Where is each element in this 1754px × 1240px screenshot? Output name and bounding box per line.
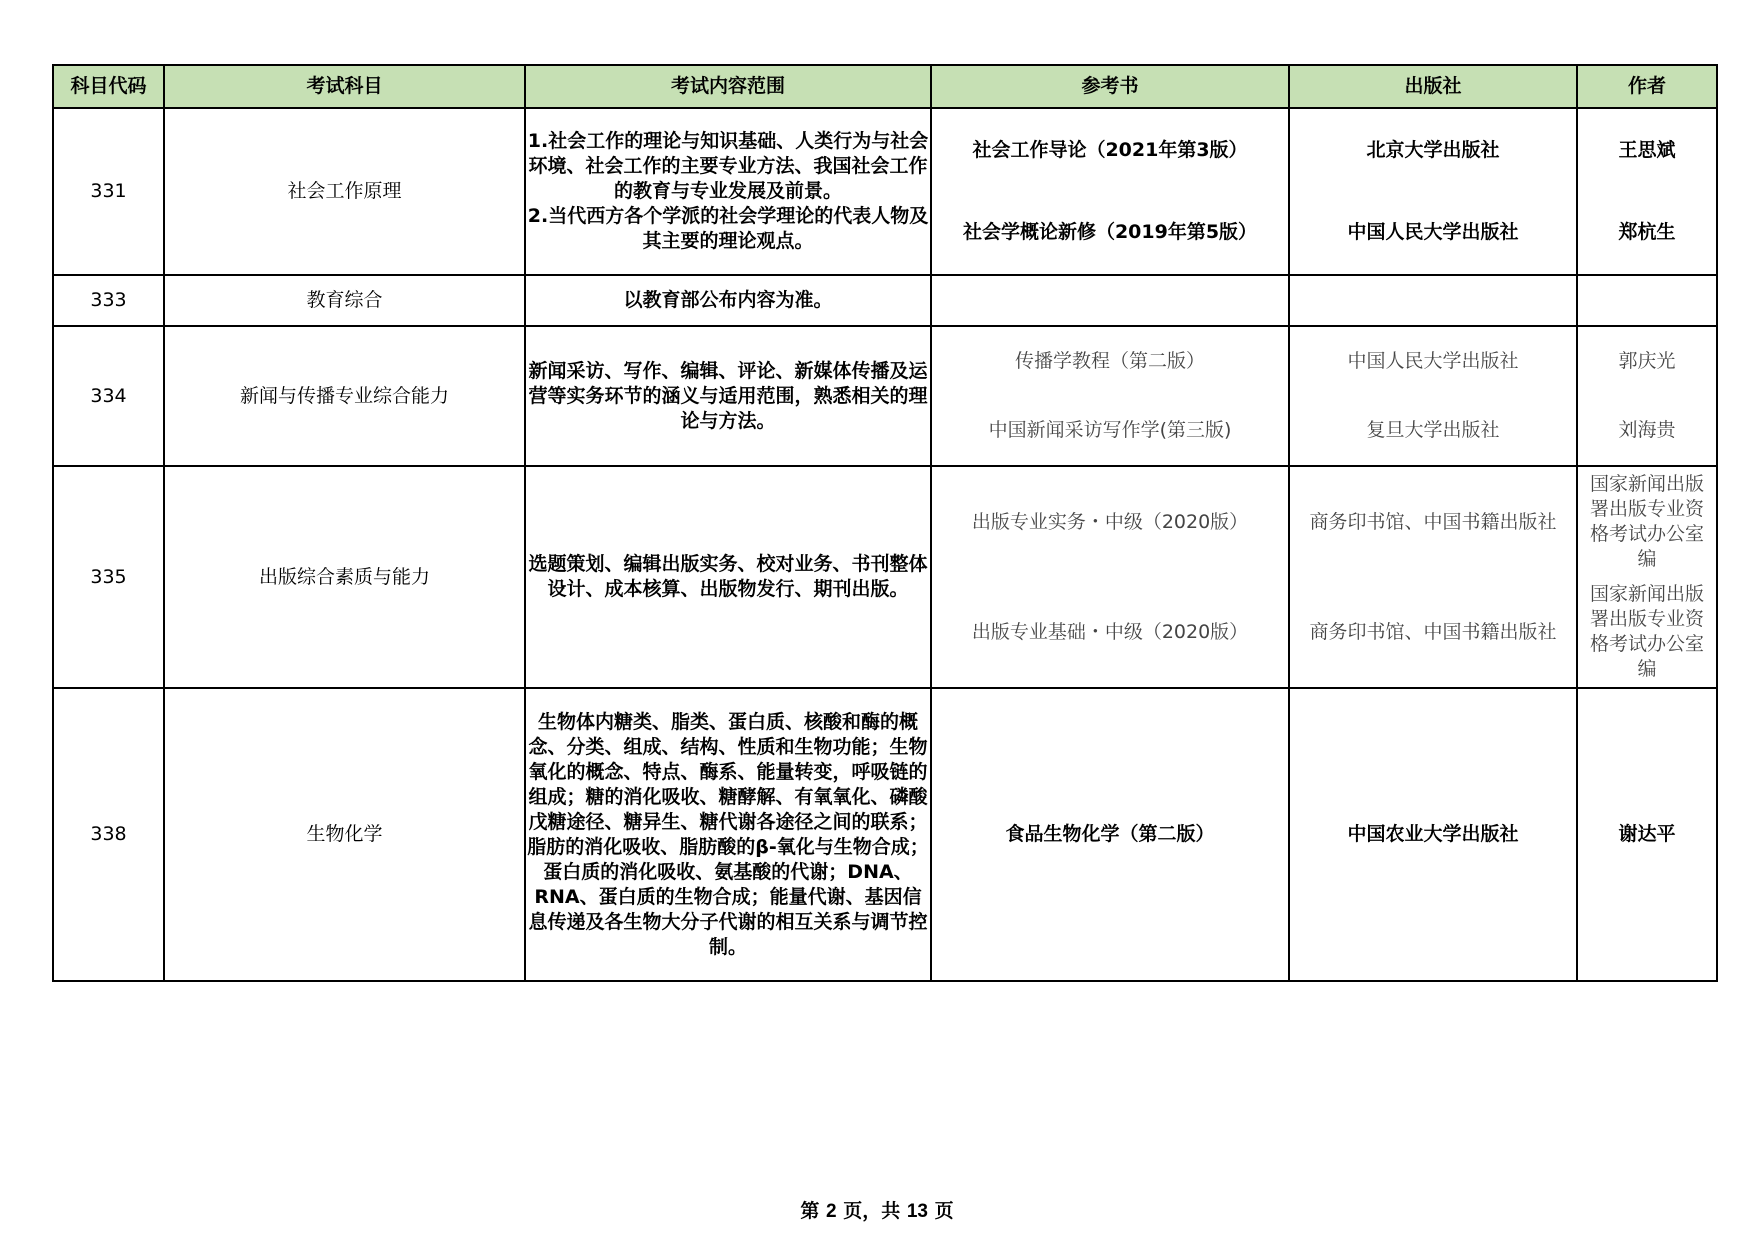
row-code: 338 xyxy=(53,688,164,981)
row-authors xyxy=(1577,108,1717,275)
header-scope: 考试内容范围 xyxy=(525,65,931,108)
scope-line: 生物体内糖类、脂类、蛋白质、核酸和酶的概念、分类、组成、结构、性质和生物功能；生物氧化的概念、特点、酶系、能量转变，呼吸链的组成；糖的消化吸收、糖酵解、有氧氧化、磷酸戊糖途径、糖异生、糖代谢各途径之间的联系；脂肪的消化吸收、脂肪酸的β-氧化与生物合成；蛋白质的消化吸收、氨基酸的代谢；DNA、RNA、蛋白质的生物合成；能量代谢、基因信息传递及各生物大分子代谢的相互关系与调节控制。 xyxy=(527,710,929,958)
exam-table xyxy=(52,64,1718,982)
row-code: 333 xyxy=(53,275,164,326)
row-publishers xyxy=(1289,326,1577,466)
scope-line: 1.社会工作的理论与知识基础、人类行为与社会环境、社会工作的主要专业方法、我国社会工作的教育与专业发展及前景。 xyxy=(527,130,929,202)
row-books xyxy=(931,326,1289,466)
row-code: 335 xyxy=(53,466,164,688)
author-name: 郭庆光 xyxy=(1618,350,1676,372)
publisher-name: 商务印书馆、中国书籍出版社 xyxy=(1309,510,1557,533)
header-author: 作者 xyxy=(1577,65,1717,108)
publisher-name: 北京大学出版社 xyxy=(1366,138,1500,161)
book-title: 食品生物化学（第二版） xyxy=(931,688,1289,981)
row-scope xyxy=(525,108,931,275)
book-title: 出版专业实务・中级（2020版） xyxy=(971,510,1249,533)
row-subject: 教育综合 xyxy=(164,275,525,326)
row-subject: 社会工作原理 xyxy=(164,108,525,275)
row-authors xyxy=(1577,466,1717,688)
scope-line: 新闻采访、写作、编辑、评论、新媒体传播及运营等实务环节的涵义与适用范围，熟悉相关的理论与方法。 xyxy=(528,359,928,432)
table-row xyxy=(53,275,1717,326)
header-code: 科目代码 xyxy=(53,65,164,108)
row-scope xyxy=(525,688,931,981)
footer-suffix: 页 xyxy=(934,1200,954,1222)
page-footer xyxy=(0,1196,1754,1223)
publisher-name: 复旦大学出版社 xyxy=(1366,419,1500,441)
book-title: 传播学教程（第二版） xyxy=(1014,350,1205,372)
book-title: 中国新闻采访写作学(第三版) xyxy=(988,419,1232,441)
book-title: 社会工作导论（2021年第3版） xyxy=(972,138,1248,161)
row-subject: 出版综合素质与能力 xyxy=(164,466,525,688)
author-name: 国家新闻出版署出版专业资格考试办公室编 xyxy=(1589,473,1704,570)
row-subject: 新闻与传播专业综合能力 xyxy=(164,326,525,466)
row-scope xyxy=(525,275,931,326)
row-scope xyxy=(525,466,931,688)
author-name: 郑杭生 xyxy=(1618,221,1676,244)
table-row xyxy=(53,326,1717,466)
header-subject: 考试科目 xyxy=(164,65,525,108)
row-authors xyxy=(1577,326,1717,466)
table-row xyxy=(53,466,1717,688)
scope-line: 选题策划、编辑出版实务、校对业务、书刊整体设计、成本核算、出版物发行、期刊出版。 xyxy=(528,553,928,600)
row-scope xyxy=(525,326,931,466)
row-publishers xyxy=(1289,275,1577,326)
row-books xyxy=(931,275,1289,326)
row-publishers xyxy=(1289,466,1577,688)
footer-page-number: 2 xyxy=(826,1201,837,1222)
author-name: 国家新闻出版署出版专业资格考试办公室编 xyxy=(1589,583,1704,680)
author-name: 谢达平 xyxy=(1577,688,1717,981)
footer-prefix: 第 xyxy=(800,1200,820,1222)
row-books xyxy=(931,108,1289,275)
header-row xyxy=(53,65,1717,108)
book-title: 社会学概论新修（2019年第5版） xyxy=(962,221,1258,244)
row-publishers xyxy=(1289,108,1577,275)
row-authors xyxy=(1577,275,1717,326)
publisher-name: 中国人民大学出版社 xyxy=(1347,221,1519,244)
publisher-name: 商务印书馆、中国书籍出版社 xyxy=(1309,620,1557,643)
publisher-name: 中国人民大学出版社 xyxy=(1347,350,1519,372)
header-publisher: 出版社 xyxy=(1289,65,1577,108)
scope-line: 以教育部公布内容为准。 xyxy=(623,289,833,311)
author-name: 刘海贵 xyxy=(1618,419,1676,441)
book-title: 出版专业基础・中级（2020版） xyxy=(971,620,1249,643)
row-books xyxy=(931,466,1289,688)
row-code: 331 xyxy=(53,108,164,275)
footer-middle: 页，共 xyxy=(843,1200,901,1222)
scope-line: 2.当代西方各个学派的社会学理论的代表人物及其主要的理论观点。 xyxy=(527,205,929,252)
row-code: 334 xyxy=(53,326,164,466)
row-subject: 生物化学 xyxy=(164,688,525,981)
table-row xyxy=(53,688,1717,981)
footer-total-pages: 13 xyxy=(906,1201,928,1222)
author-name: 王思斌 xyxy=(1618,138,1676,161)
table-row xyxy=(53,108,1717,275)
header-book: 参考书 xyxy=(931,65,1289,108)
publisher-name: 中国农业大学出版社 xyxy=(1289,688,1577,981)
